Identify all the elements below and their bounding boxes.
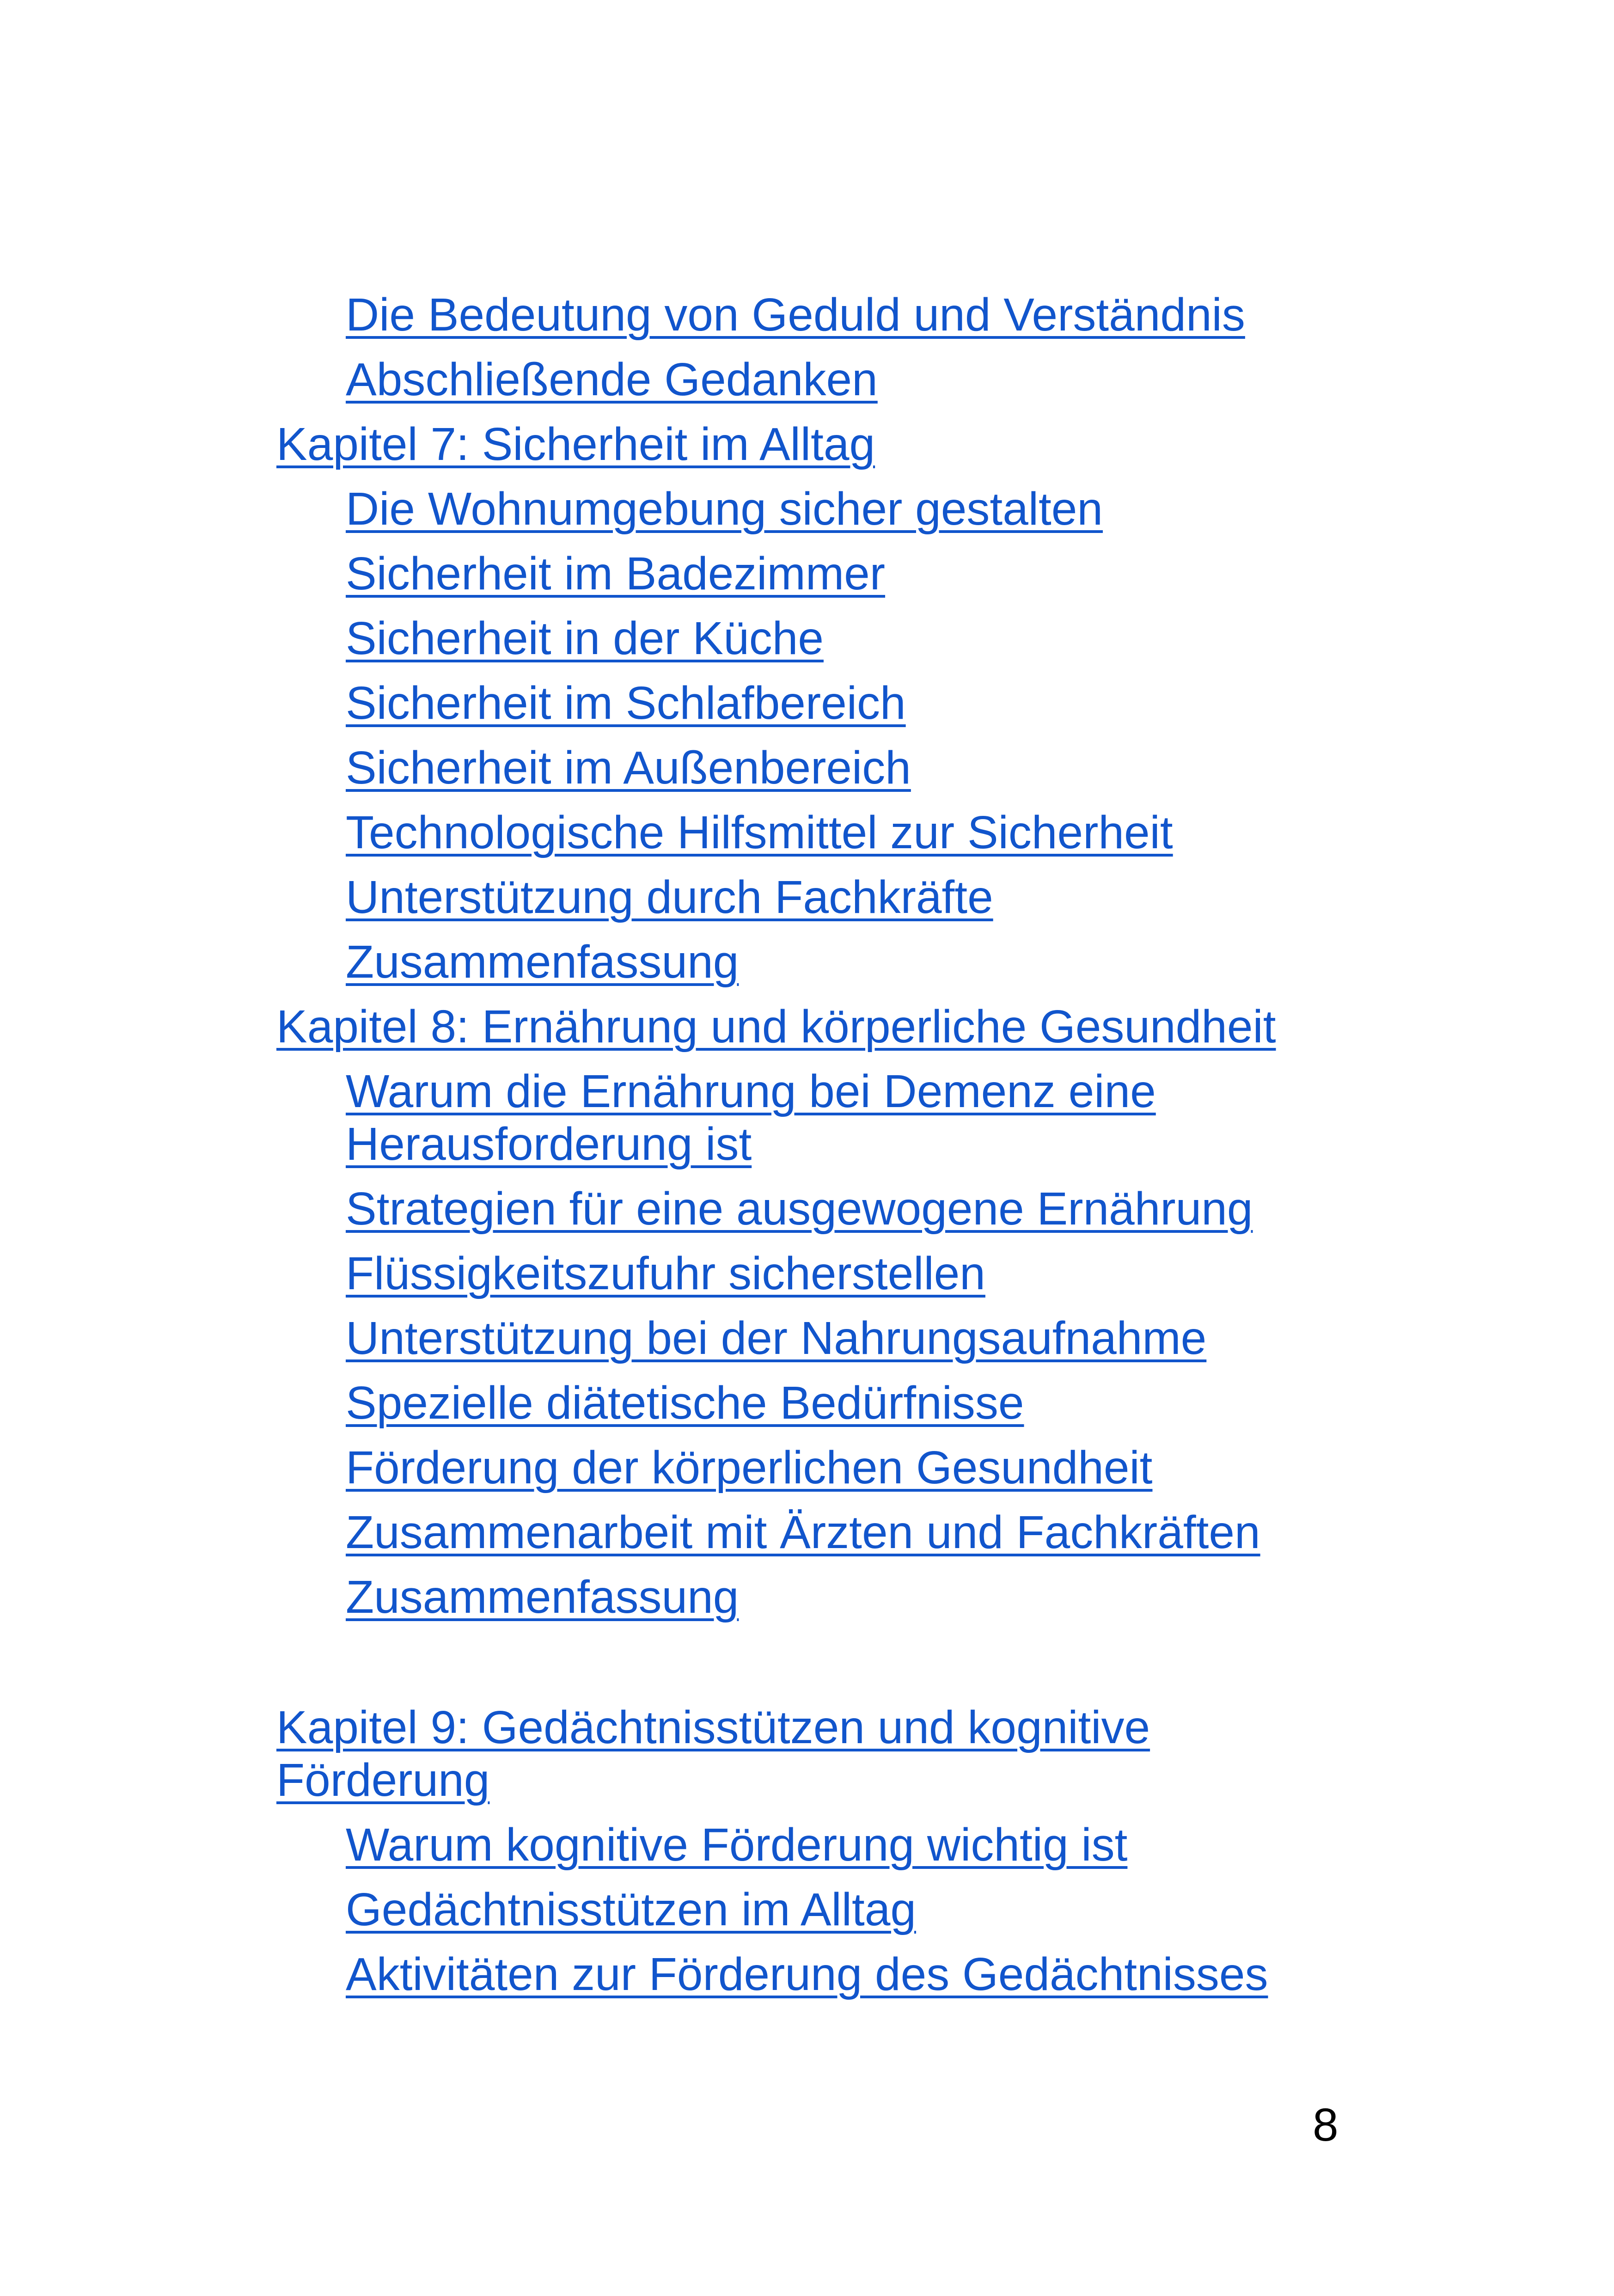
toc-link[interactable]: Gedächtnisstützen im Alltag — [346, 1884, 916, 1935]
toc-link[interactable]: Unterstützung bei der Nahrungsaufnahme — [346, 1312, 1207, 1364]
toc-chapter-link[interactable]: Förderung — [276, 1754, 490, 1806]
toc-link[interactable]: Aktivitäten zur Förderung des Gedächtnisses — [346, 1948, 1268, 2000]
toc-chapter-link[interactable]: Kapitel 7: Sicherheit im Alltag — [276, 418, 875, 470]
toc-link[interactable]: Technologische Hilfsmittel zur Sicherheit — [346, 807, 1173, 858]
toc-link[interactable]: Flüssigkeitszufuhr sicherstellen — [346, 1248, 985, 1299]
toc-link[interactable]: Warum kognitive Förderung wichtig ist — [346, 1819, 1128, 1871]
toc-chapter-link[interactable]: Kapitel 8: Ernährung und körperliche Gesundheit — [276, 1001, 1276, 1053]
toc-link[interactable]: Sicherheit im Badezimmer — [346, 548, 886, 600]
toc-link[interactable]: Herausforderung ist — [346, 1118, 752, 1170]
toc-link[interactable]: Sicherheit in der Küche — [346, 612, 824, 664]
toc-link[interactable]: Förderung der körperlichen Gesundheit — [346, 1442, 1153, 1494]
toc-link[interactable]: Zusammenarbeit mit Ärzten und Fachkräften — [346, 1506, 1260, 1558]
toc-link[interactable]: Warum die Ernährung bei Demenz eine — [346, 1065, 1156, 1117]
toc-link[interactable]: Strategien für eine ausgewogene Ernährung — [346, 1183, 1253, 1235]
toc-link[interactable]: Spezielle diätetische Bedürfnisse — [346, 1377, 1024, 1429]
toc-link[interactable]: Sicherheit im Außenbereich — [346, 742, 911, 794]
toc-link[interactable]: Sicherheit im Schlafbereich — [346, 677, 906, 729]
page-number: 8 — [1313, 2099, 1339, 2151]
toc-link[interactable]: Zusammenfassung — [346, 1571, 739, 1623]
toc-link[interactable]: Die Wohnumgebung sicher gestalten — [346, 483, 1103, 535]
toc-link[interactable]: Die Bedeutung von Geduld und Verständnis — [346, 289, 1245, 341]
toc-link[interactable]: Zusammenfassung — [346, 936, 739, 988]
toc-link[interactable]: Abschließende Gedanken — [346, 354, 878, 405]
toc-chapter-link[interactable]: Kapitel 9: Gedächtnisstützen und kognitive — [276, 1702, 1150, 1753]
toc-link[interactable]: Unterstützung durch Fachkräfte — [346, 871, 993, 923]
